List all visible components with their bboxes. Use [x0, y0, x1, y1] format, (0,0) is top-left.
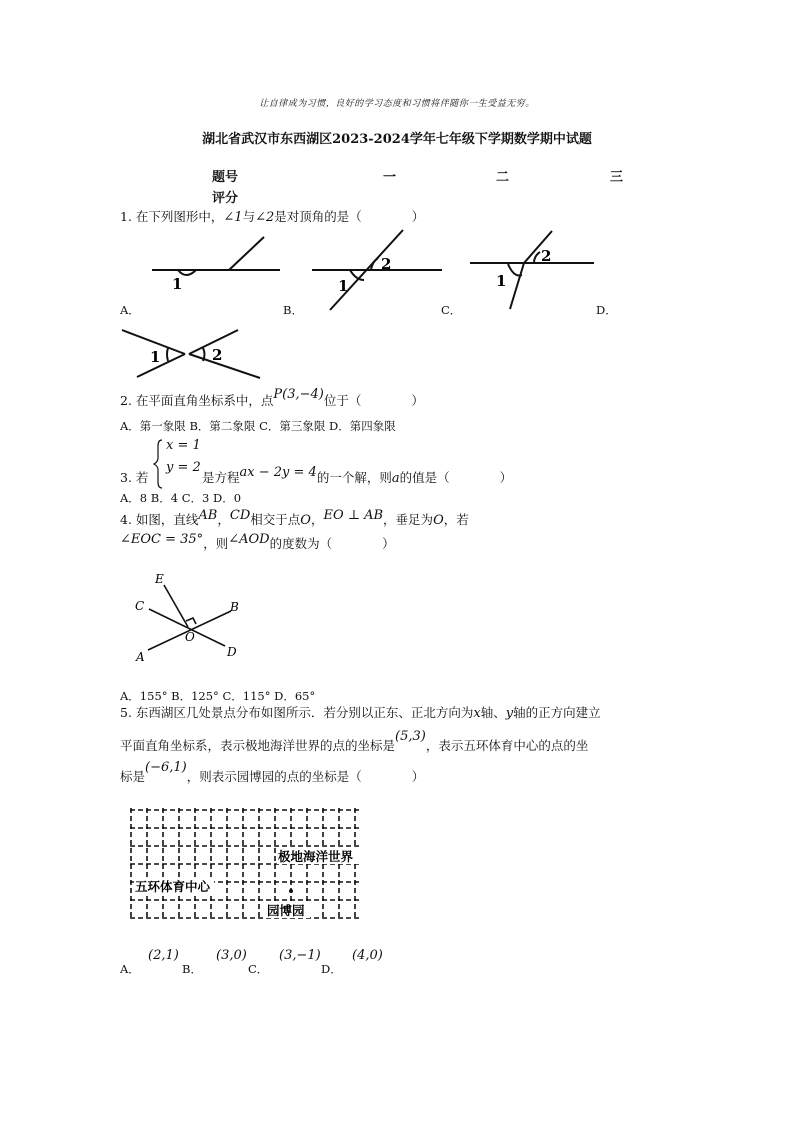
q1-fig-a-label-1: 1	[172, 275, 183, 293]
q5-option-b-label: B．	[182, 962, 202, 976]
q5-line2-a: 平面直角坐标系，表示极地海洋世界的点的坐标是	[120, 738, 396, 753]
q1-text-a: 1. 在下列图形中，	[120, 209, 224, 224]
q4-sep: ，	[217, 512, 230, 527]
q1-angle1: ∠1	[223, 210, 243, 225]
q3-prefix: 3. 若	[120, 470, 149, 485]
q5-option-c-value: (3,−1)	[279, 948, 321, 963]
q4-label-O: O	[185, 630, 195, 644]
q5-label-garden: 园博园	[267, 903, 305, 918]
q5-y: y	[505, 706, 514, 721]
q2-stem	[120, 387, 424, 410]
q3-options: A．8 B．4 C．3 D．0	[120, 491, 242, 505]
q4-text-a: 4. 如图，直线	[120, 512, 199, 527]
q4-label-D: D	[227, 645, 237, 659]
table-col-1: 一	[383, 170, 397, 185]
q3-var: a	[391, 471, 400, 486]
q4-text-b: 相交于点	[250, 512, 301, 527]
q4-cd: CD	[229, 508, 251, 523]
q5-line3-b: ，则表示园博园的点的坐标是（ ）	[186, 769, 425, 784]
q1-fig-d-label-2: 2	[212, 346, 223, 364]
table-col-2: 二	[496, 170, 510, 185]
q1-option-d: D．	[596, 303, 617, 317]
q4-stem-line2	[120, 532, 395, 553]
q4-label-A: A	[136, 650, 145, 664]
q1-fig-d-label-1: 1	[150, 348, 161, 366]
table-col-3: 三	[610, 170, 624, 185]
q4-label-B: B	[230, 600, 239, 614]
q5-label-sport: 五环体育中心	[135, 879, 211, 894]
q5-option-a-value: (2,1)	[148, 948, 179, 963]
q4-options: A．155° B．125° C．115° D．65°	[120, 689, 316, 703]
q1-fig-c-label-1: 1	[496, 272, 507, 290]
q5-line1-c: 轴的正方向建立	[513, 705, 601, 720]
q5-option-a-label: A．	[120, 962, 140, 976]
q4-text-e: ，则	[203, 536, 229, 551]
q1-text-b: 与	[242, 209, 256, 224]
q5-garden-point	[289, 889, 293, 893]
q3-equation: ax − 2y = 4	[239, 465, 317, 480]
q4-label-C: C	[135, 599, 145, 613]
q4-text-c: ，垂足为	[383, 512, 434, 527]
q2-text-a: 2. 在平面直角坐标系中，点	[120, 393, 274, 408]
q3-text-a: 是方程	[202, 470, 240, 485]
q4-o: O	[300, 513, 311, 528]
q3-text-c: 的值是（ ）	[399, 470, 513, 485]
q5-label-ocean: 极地海洋世界	[278, 849, 354, 864]
q5-line3-a: 标是	[120, 769, 146, 784]
q2-point: P(3,−4)	[273, 387, 324, 402]
q1-option-b: B．	[283, 303, 303, 317]
q1-fig-b-label-1: 1	[338, 277, 349, 295]
q1-fig-c-label-2: 2	[541, 247, 552, 265]
q3-text-b: 的一个解，则	[316, 470, 392, 485]
q3-system-eq1: x = 1	[166, 438, 201, 453]
q3-stem	[202, 465, 513, 487]
q5-coord2: (−6,1)	[145, 760, 187, 775]
q4-sep2: ，	[310, 512, 324, 527]
table-row-label-score: 评分	[212, 191, 239, 206]
q2-text-b: 位于（ ）	[323, 393, 424, 408]
q5-option-d-label: D．	[321, 962, 342, 976]
q5-line1-b: 轴、	[480, 705, 506, 720]
q4-stem-line1	[120, 508, 469, 529]
q1-text-c: 是对顶角的是（ ）	[274, 209, 425, 224]
q4-o2: O	[433, 513, 444, 528]
q1-figure-d	[122, 330, 260, 378]
q1-option-a: A．	[120, 303, 140, 317]
q1-figure-c	[470, 231, 594, 309]
q5-option-b-value: (3,0)	[216, 948, 247, 963]
q1-angle2: ∠2	[255, 210, 275, 225]
q1-fig-b-label-2: 2	[381, 255, 392, 273]
motto: 让自律成为习惯，良好的学习态度和习惯将伴随你一生受益无穷。	[259, 99, 535, 109]
q5-line1-a: 5. 东西湖区几处景点分布如图所示．若分别以正东、正北方向为	[120, 705, 474, 720]
q1-figure-a	[152, 237, 280, 275]
q4-ab: AB	[198, 508, 218, 523]
page-title: 湖北省武汉市东西湖区2023-2024学年七年级下学期数学期中试题	[202, 132, 592, 147]
q4-perp: EO ⊥ AB	[323, 508, 384, 523]
q2-options: A．第一象限 B．第二象限 C．第三象限 D．第四象限	[120, 419, 396, 433]
q1-option-c: C．	[441, 303, 462, 317]
q3-system-eq2: y = 2	[166, 460, 201, 475]
q5-stem-line2	[120, 729, 589, 755]
q4-eoc: ∠EOC = 35°	[120, 532, 204, 547]
q1-figure-b	[312, 230, 442, 310]
q5-x: x	[473, 706, 481, 721]
q5-line2-b: ，表示五环体育中心的点的坐	[425, 738, 589, 753]
q3-system-brace	[154, 440, 162, 488]
q4-text-d: ，若	[443, 512, 469, 527]
q5-stem-line3	[120, 760, 425, 786]
q5-stem-line1	[120, 705, 601, 722]
table-row-label-number: 题号	[212, 170, 239, 185]
q5-option-c-label: C．	[248, 962, 269, 976]
q5-option-d-value: (4,0)	[352, 948, 383, 963]
q4-label-E: E	[155, 572, 164, 586]
q4-aod: ∠AOD	[228, 532, 270, 547]
q5-coord1: (5,3)	[395, 729, 426, 744]
q4-text-f: 的度数为（ ）	[269, 536, 395, 551]
